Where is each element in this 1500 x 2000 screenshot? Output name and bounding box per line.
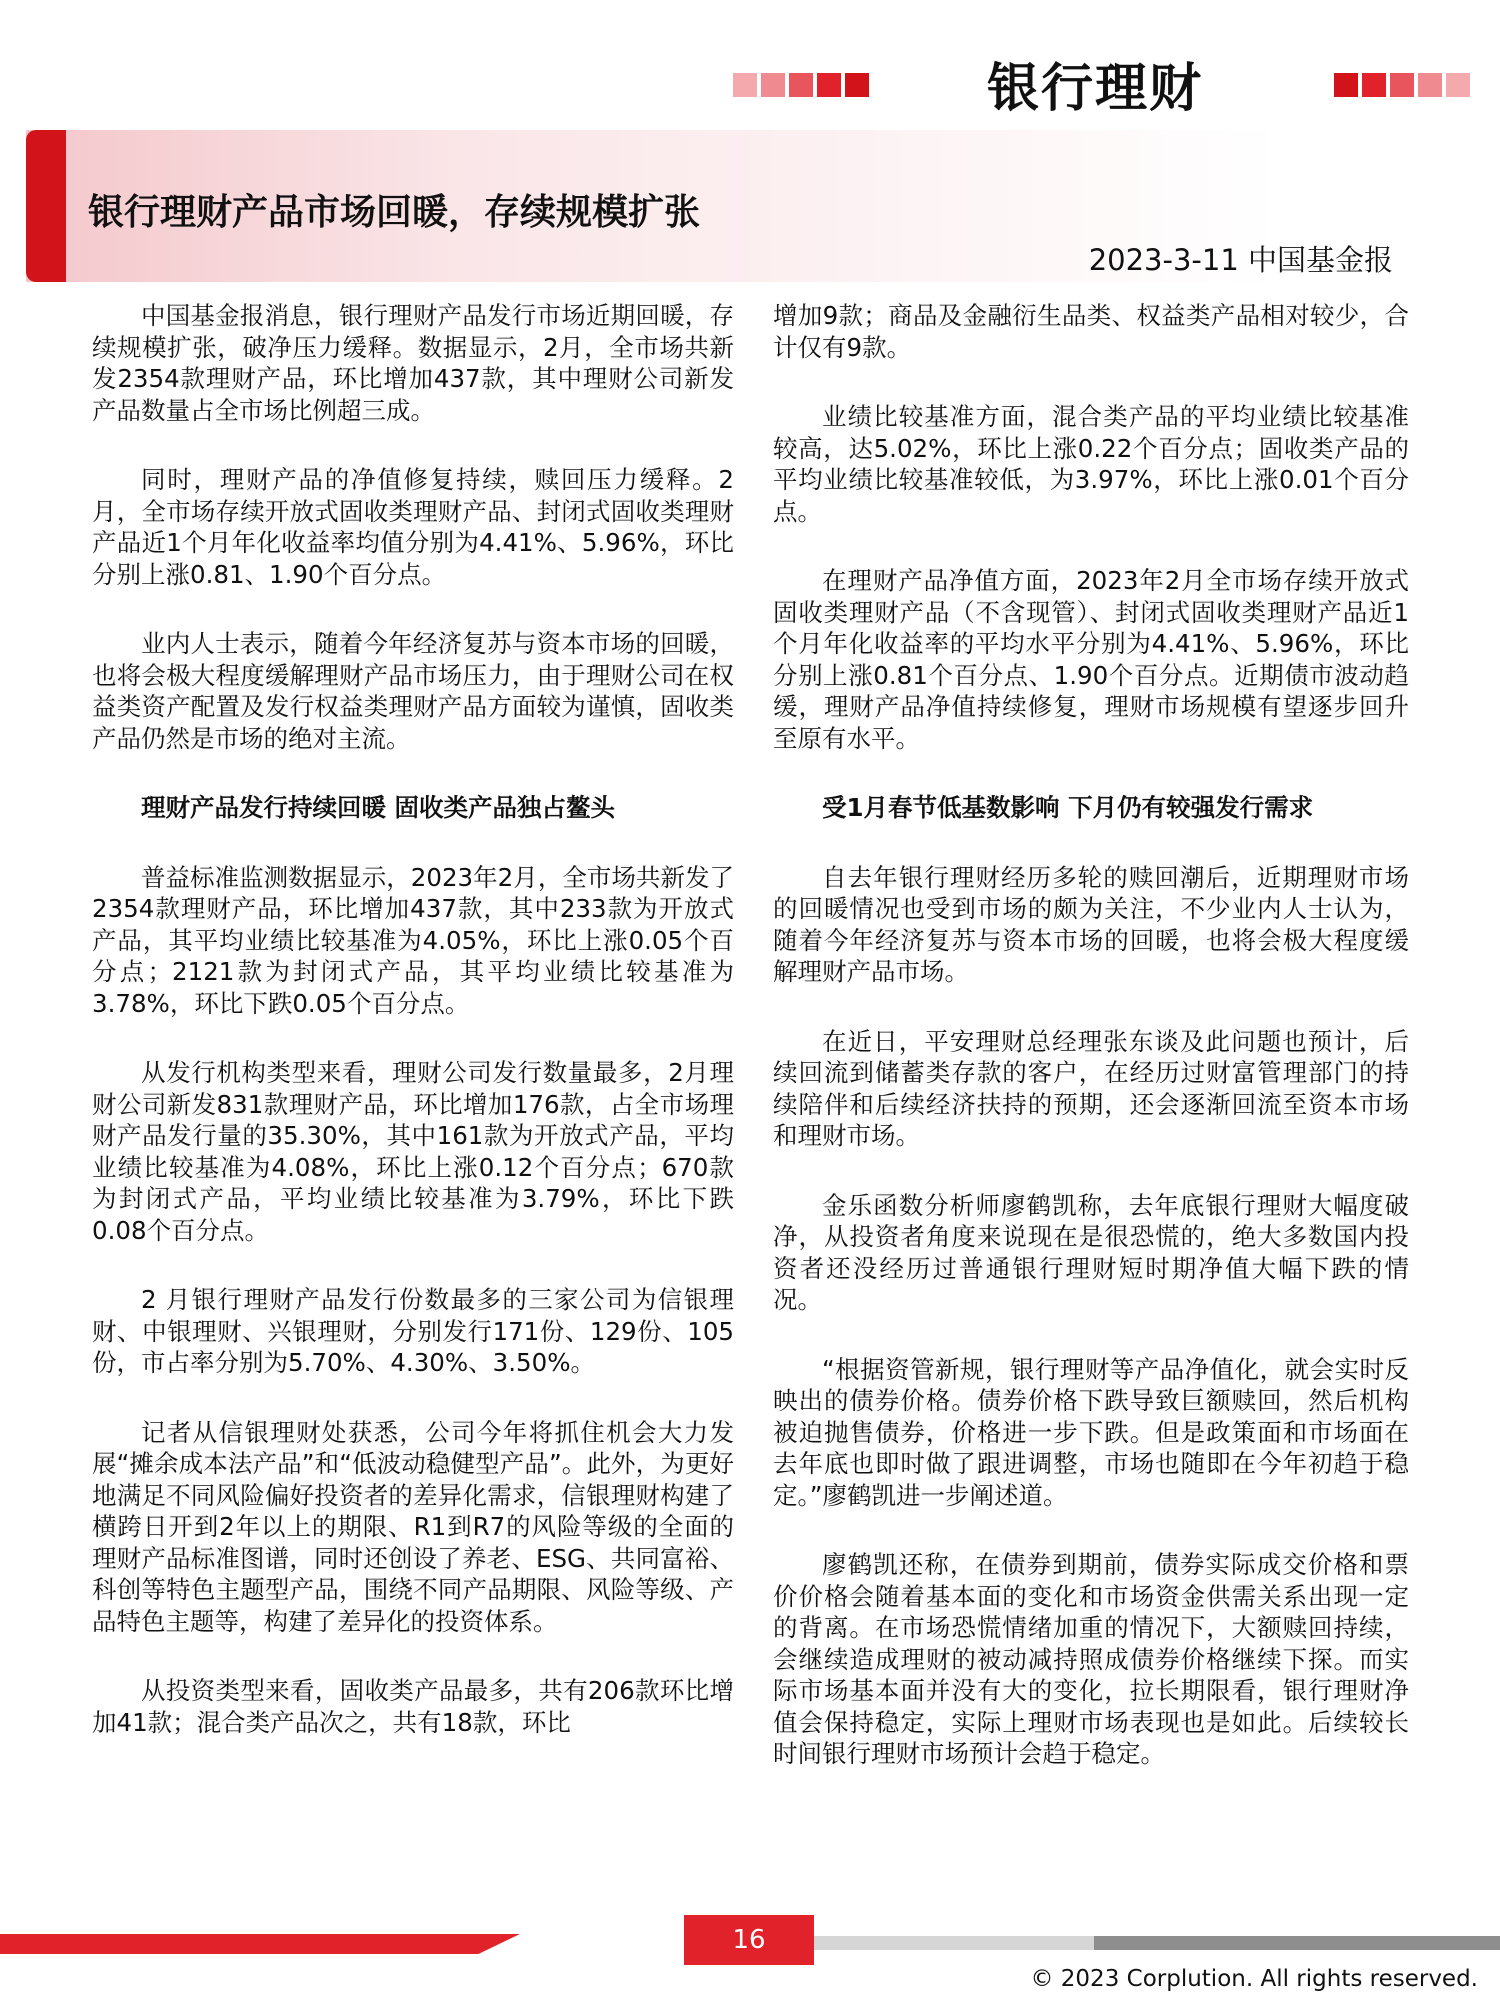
paragraph: 同时，理财产品的净值修复持续，赎回压力缓释。2月，全市场存续开放式固收类理财产品、封闭式固收类理财产品近1个月年化收益率均值分别为4.41%、5.96%，环比分别上涨0.81、1.90个百分点。 — [92, 465, 734, 589]
paragraph: 廖鹤凯还称，在债券到期前，债券实际成交价格和票价价格会随着基本面的变化和市场资金供需关系出现一定的背离。在市场恐慌情绪加重的情况下，大额赎回持续，会继续造成理财的被动减持照成债券价格继续下探。而实际市场基本面并没有大的变化，拉长期限看，银行理财净值会保持稳定，实际上理财市场表现也是如此。后续较长时间银行理财市场预计会趋于稳定。 — [773, 1550, 1409, 1768]
paragraph: 从发行机构类型来看，理财公司发行数量最多，2月理财公司新发831款理财产品，环比增加176款，占全市场理财产品发行量的35.30%，其中161款为开放式产品，平均业绩比较基准为4.08%，环比上涨0.12个百分点；670款为封闭式产品，平均业绩比较基准为3.79%，环比下跌0.08个百分点。 — [92, 1058, 734, 1245]
decoration-square — [1334, 73, 1358, 97]
page-number: 16 — [684, 1915, 814, 1965]
paragraph: “根据资管新规，银行理财等产品净值化，就会实时反映出的债券价格。债券价格下跌导致巨额赎回，然后机构被迫抛售债券，价格进一步下跌。但是政策面和市场面在去年底也即时做了跟进调整，市场也随即在今年初趋于稳定。”廖鹤凯进一步阐述道。 — [773, 1354, 1409, 1510]
paragraph: 从投资类型来看，固收类产品最多，共有206款环比增加41款；混合类产品次之，共有18款，环比 — [92, 1676, 734, 1737]
header-decoration-left — [733, 73, 869, 97]
paragraph: 在理财产品净值方面，2023年2月全市场存续开放式固收类理财产品（不含现管）、封闭式固收类理财产品近1个月年化收益率的平均水平分别为4.41%、5.96%，环比分别上涨0.81个百分点、1.90个百分点。近期债市波动趋缓，理财产品净值持续修复，理财市场规模有望逐步回升至原有水平。 — [773, 566, 1409, 753]
decoration-square — [1362, 73, 1386, 97]
decoration-square — [1418, 73, 1442, 97]
decoration-square — [845, 73, 869, 97]
decoration-square — [1446, 73, 1470, 97]
footer-red-stripe — [0, 1934, 520, 1954]
header-decoration-right — [1334, 73, 1470, 97]
paragraph: 金乐函数分析师廖鹤凯称，去年底银行理财大幅度破净，从投资者角度来说现在是很恐慌的，绝大多数国内投资者还没经历过普通银行理财短时期净值大幅下跌的情况。 — [773, 1190, 1409, 1314]
decoration-square — [789, 73, 813, 97]
right-column — [773, 300, 1409, 1808]
decoration-square — [761, 73, 785, 97]
paragraph: 增加9款；商品及金融衍生品类、权益类产品相对较少，合计仅有9款。 — [773, 301, 1409, 362]
footer-dark-stripe — [1094, 1936, 1500, 1950]
decoration-square — [1390, 73, 1414, 97]
section-title: 银行理财 — [986, 59, 1203, 119]
decoration-square — [817, 73, 841, 97]
left-column — [92, 300, 734, 1776]
paragraph: 业绩比较基准方面，混合类产品的平均业绩比较基准较高，达5.02%，环比上涨0.22个百分点；固收类产品的平均业绩比较基准较低，为3.97%，环比上涨0.01个百分点。 — [773, 402, 1409, 526]
paragraph: 2 月银行理财产品发行份数最多的三家公司为信银理财、中银理财、兴银理财，分别发行171份、129份、105份，市占率分别为5.70%、4.30%、3.50%。 — [92, 1285, 734, 1377]
paragraph: 在近日，平安理财总经理张东谈及此问题也预计，后续回流到储蓄类存款的客户，在经历过财富管理部门的持续陪伴和后续经济扶持的预期，还会逐渐回流至资本市场和理财市场。 — [773, 1026, 1409, 1150]
article-date-source: 2023-3-11 中国基金报 — [1088, 243, 1393, 277]
paragraph: 业内人士表示，随着今年经济复苏与资本市场的回暖，也将会极大程度缓解理财产品市场压力，由于理财公司在权益类资产配置及发行权益类理财产品方面较为谨慎，固收类产品仍然是市场的绝对主流。 — [92, 629, 734, 753]
subheading: 受1月春节低基数影响 下月仍有较强发行需求 — [822, 793, 1314, 822]
paragraph: 中国基金报消息，银行理财产品发行市场近期回暖，存续规模扩张，破净压力缓释。数据显示，2月，全市场共新发2354款理财产品，环比增加437款，其中理财公司新发产品数量占全市场比例超三成。 — [92, 301, 734, 425]
decoration-square — [733, 73, 757, 97]
copyright-notice: © 2023 Corplution. All rights reserved. — [1030, 1966, 1478, 1992]
paragraph: 自去年银行理财经历多轮的赎回潮后，近期理财市场的回暖情况也受到市场的颇为关注，不少业内人士认为，随着今年经济复苏与资本市场的回暖，也将会极大程度缓解理财产品市场。 — [773, 862, 1409, 986]
article-title: 银行理财产品市场回暖，存续规模扩张 — [88, 192, 701, 233]
paragraph: 记者从信银理财处获悉，公司今年将抓住机会大力发展“摊余成本法产品”和“低波动稳健型产品”。此外，为更好地满足不同风险偏好投资者的差异化需求，信银理财构建了横跨日开到2年以上的期限、R1到R7的风险等级的全面的理财产品标准图谱，同时还创设了养老、ESG、共同富裕、科创等特色主题型产品，围绕不同产品期限、风险等级、产品特色主题等，构建了差异化的投资体系。 — [92, 1417, 734, 1636]
subheading: 理财产品发行持续回暖 固收类产品独占鳌头 — [141, 793, 616, 822]
title-banner-accent — [26, 130, 66, 282]
paragraph: 普益标准监测数据显示，2023年2月，全市场共新发了2354款理财产品，环比增加437款，其中233款为开放式产品，其平均业绩比较基准为4.05%，环比上涨0.05个百分点；2121款为封闭式产品，其平均业绩比较基准为3.78%，环比下跌0.05个百分点。 — [92, 862, 734, 1018]
